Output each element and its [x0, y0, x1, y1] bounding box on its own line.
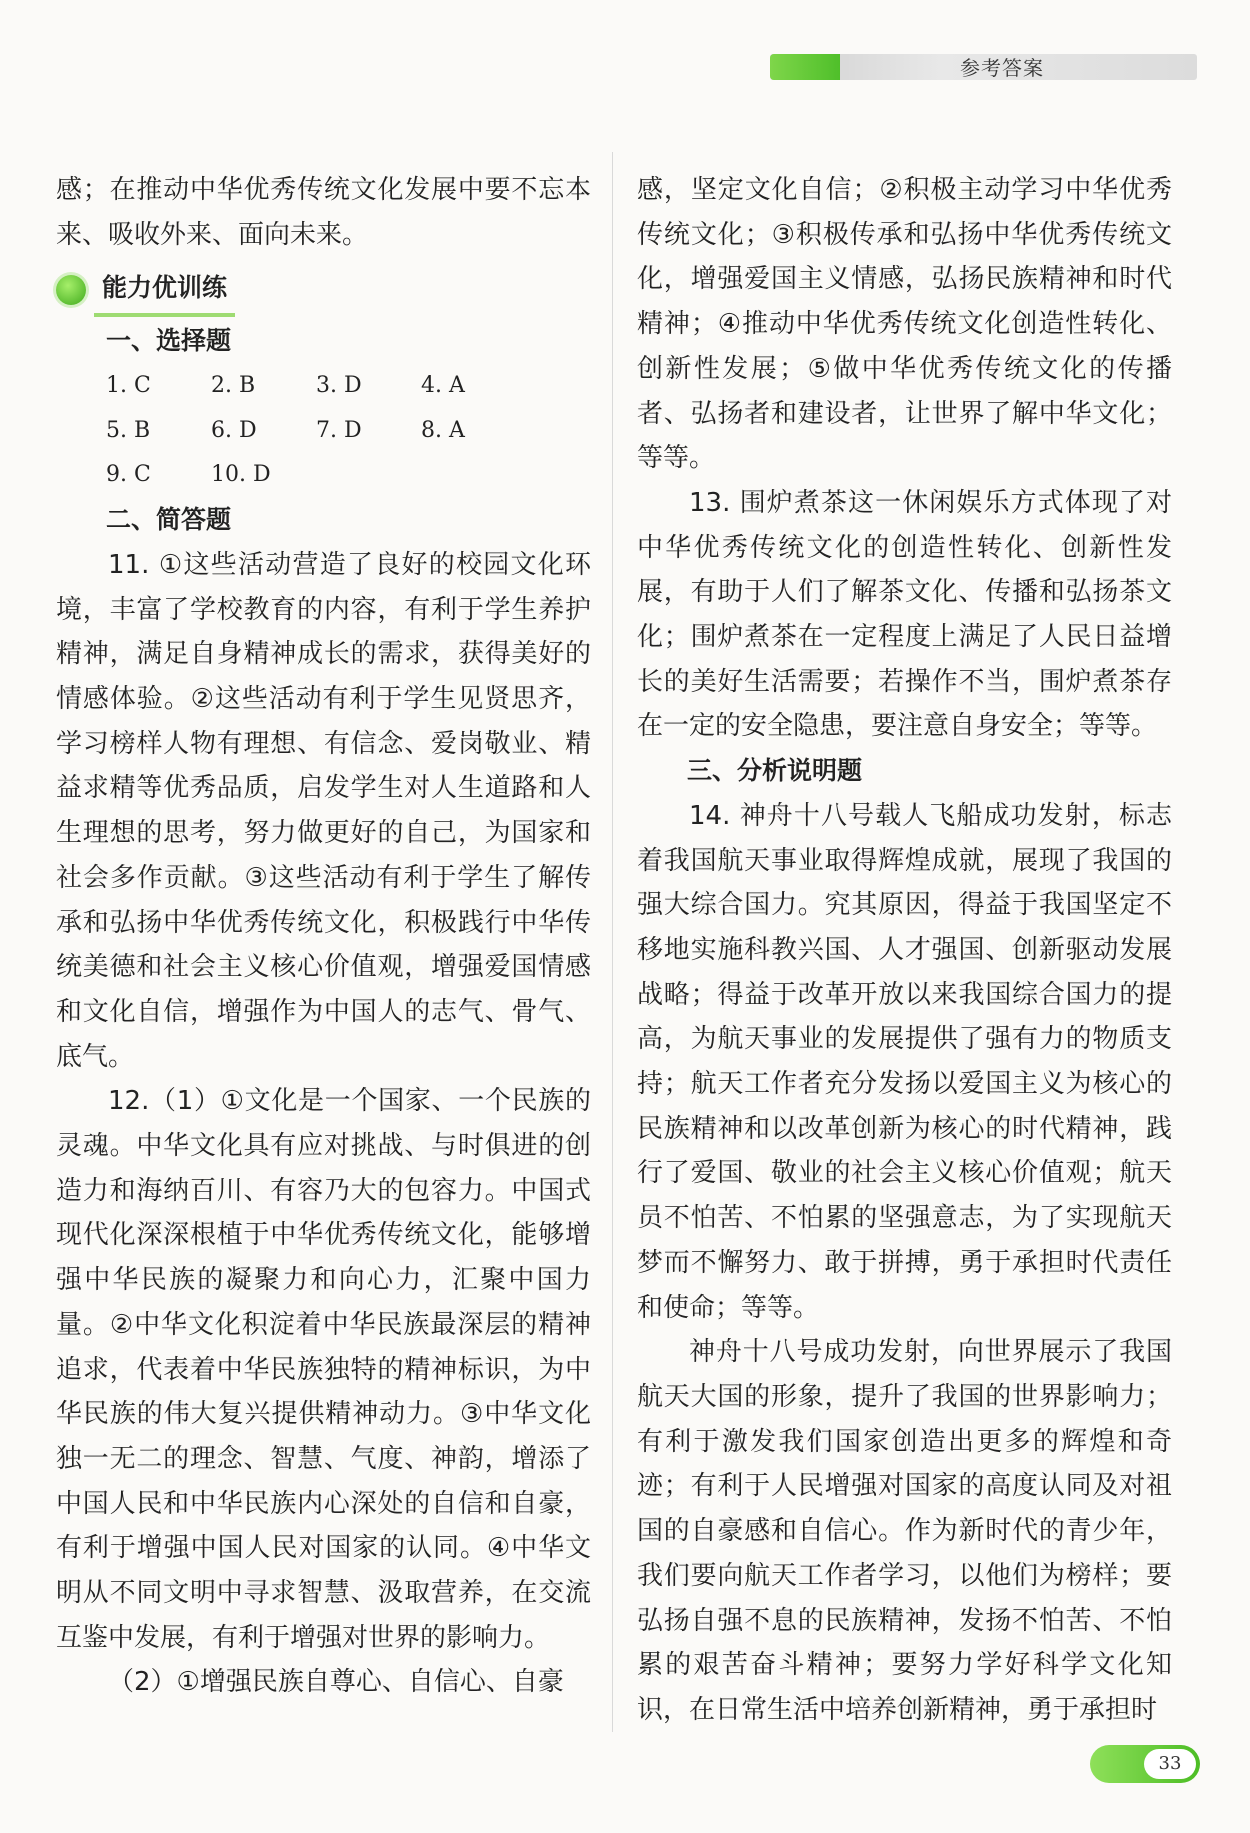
choice-row [106, 409, 591, 454]
page-header-title: 参考答案 [960, 56, 1044, 80]
choice-answer: 9. C [106, 462, 151, 488]
answer-13: 13. 围炉煮茶这一休闲娱乐方式体现了对中华优秀传统文化的创造性转化、创新性发展，有助于人们了解茶文化、传播和弘扬茶文化；围炉煮茶在一定程度上满足了人民日益增长的美好生活需要；若操作不当，围炉煮茶存在一定的安全隐患，要注意自身安全；等等。 [637, 487, 1172, 742]
choice-answers [56, 364, 591, 498]
choice-row [106, 453, 591, 498]
section-heading-choice: 一、选择题 [106, 326, 232, 356]
page-number-badge [1090, 1745, 1200, 1783]
choice-answer: 4. A [421, 373, 465, 399]
answer-12-continuation: 感，坚定文化自信；②积极主动学习中华优秀传统文化；③积极传承和弘扬中华优秀传统文化，增强爱国主义情感，弘扬民族精神和时代精神；④推动中华优秀传统文化创造性转化、创新性发展；⑤做中华优秀传统文化的传播者、弘扬者和建设者，让世界了解中华文化；等等。 [637, 175, 1172, 474]
choice-answer: 8. A [421, 417, 465, 443]
section-heading-short-answer: 二、简答题 [106, 505, 232, 535]
choice-answer: 10. D [211, 462, 271, 488]
header-accent [770, 54, 840, 80]
choice-answer: 3. D [316, 373, 362, 399]
answer-11: 11. ①这些活动营造了良好的校园文化环境，丰富了学校教育的内容，有利于学生养护精神，满足自身精神成长的需求，获得美好的情感体验。②这些活动有利于学生见贤思齐，学习榜样人物有理想、有信念、爱岗敬业、精益求精等优秀品质，启发学生对人生道路和人生理想的思考，努力做更好的自己，为国家和社会多作贡献。③这些活动有利于学生了解传承和弘扬中华优秀传统文化，积极践行中华传统美德和社会主义核心价值观，增强爱国情感和文化自信，增强作为中国人的志气、骨气、底气。 [56, 549, 591, 1072]
right-column [637, 168, 1172, 1733]
choice-row [106, 364, 591, 409]
choice-answer: 7. D [316, 417, 362, 443]
intro-continuation: 感；在推动中华优秀传统文化发展中要不忘本来、吸收外来、面向未来。 [56, 175, 591, 250]
section-badge [56, 265, 591, 315]
page-number: 33 [1144, 1749, 1196, 1779]
answer-12-part1: 12.（1）①文化是一个国家、一个民族的灵魂。中华文化具有应对挑战、与时俱进的创造力和海纳百川、有容乃大的包容力。中国式现代化深深根植于中华优秀传统文化，能够增强中华民族的凝聚力和向心力，汇聚中国力量。②中华文化积淀着中华民族最深层的精神追求，代表着中华民族独特的精神标识，为中华民族的伟大复兴提供精神动力。③中华文化独一无二的理念、智慧、气度、神韵，增添了中国人民和中华民族内心深处的自信和自豪，有利于增强中国人民对国家的认同。④中华文明从不同文明中寻求智慧、汲取营养，在交流互鉴中发展，有利于增强对世界的影响力。 [56, 1086, 591, 1653]
answer-14-part2: 神舟十八号成功发射，向世界展示了我国航天大国的形象，提升了我国的世界影响力；有利于激发我们国家创造出更多的辉煌和奇迹；有利于人民增强对国家的高度认同及对祖国的自豪感和自信心。作为新时代的青少年，我们要向航天工作者学习，以他们为榜样；要弘扬自强不息的民族精神，发扬不怕苦、不怕累的艰苦奋斗精神；要努力学好科学文化知识，在日常生活中培养创新精神，勇于承担时 [637, 1337, 1172, 1725]
badge-label: 能力优训练 [94, 264, 235, 317]
answer-14-part1: 14. 神舟十八号载人飞船成功发射，标志着我国航天事业取得辉煌成就，展现了我国的强大综合国力。究其原因，得益于我国坚定不移地实施科教兴国、人才强国、创新驱动发展战略；得益于改革开放以来我国综合国力的提高，为航天事业的发展提供了强有力的物质支持；航天工作者充分发扬以爱国主义为核心的民族精神和以改革创新为核心的时代精神，践行了爱国、敬业的社会主义核心价值观；航天员不怕苦、不怕累的坚强意志，为了实现航天梦而不懈努力、敢于拼搏，勇于承担时代责任和使命；等等。 [637, 800, 1172, 1323]
green-dot-icon [56, 275, 86, 305]
section-heading-analysis: 三、分析说明题 [687, 756, 863, 786]
column-divider [612, 152, 613, 1732]
choice-answer: 5. B [106, 417, 151, 443]
answer-12-part2: （2）①增强民族自尊心、自信心、自豪 [108, 1667, 564, 1698]
choice-answer: 6. D [211, 417, 257, 443]
left-column [56, 168, 591, 1705]
choice-answer: 1. C [106, 373, 151, 399]
choice-answer: 2. B [211, 373, 256, 399]
